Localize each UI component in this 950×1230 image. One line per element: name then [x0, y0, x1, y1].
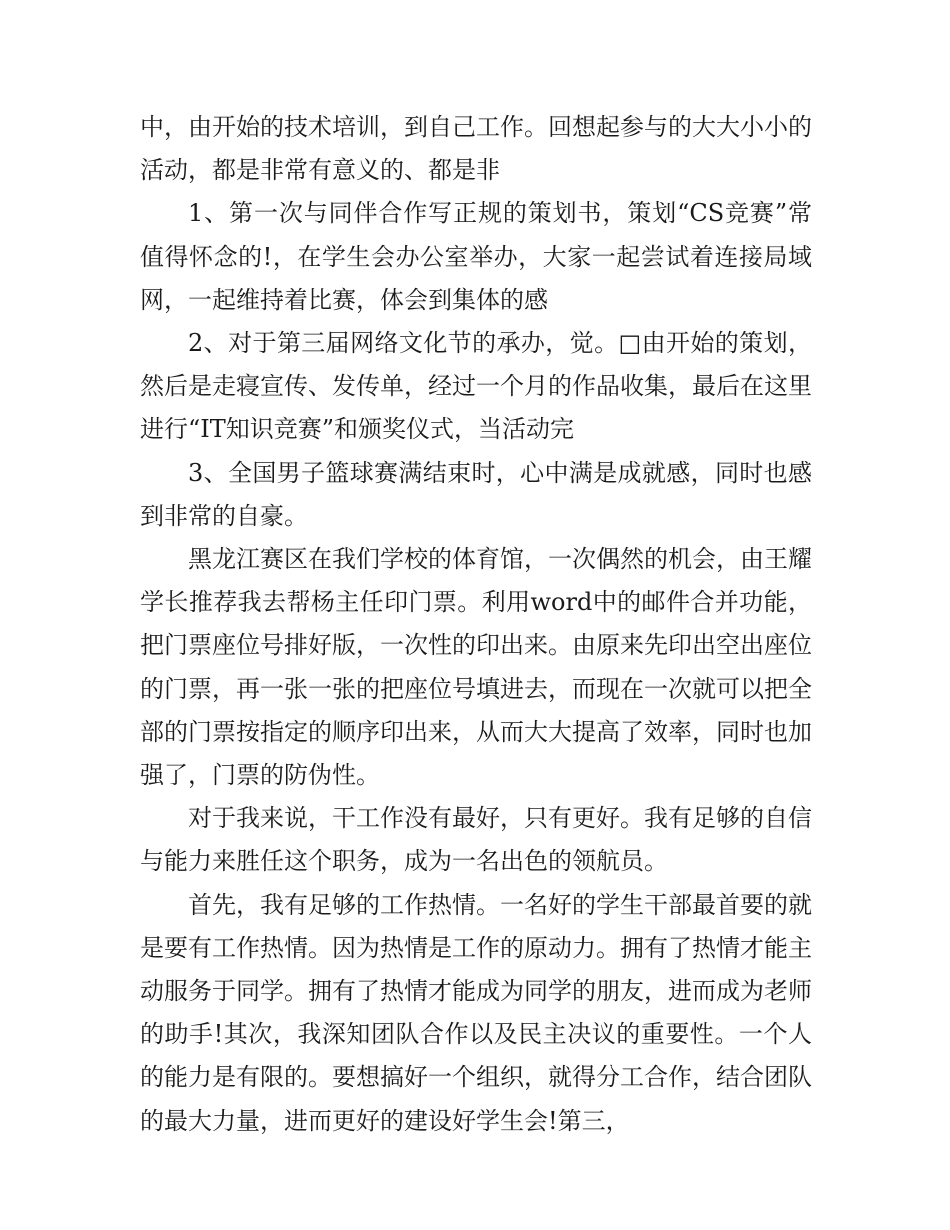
- paragraph-continuation: 中，由开始的技术培训，到自己工作。回想起参与的大大小小的活动，都是非常有意义的、都是非: [140, 113, 812, 185]
- paragraph-ticket-printing: 黑龙江赛区在我们学校的体育馆，一次偶然的机会，由王耀学长推荐我去帮杨主任印门票。利用word中的邮件合并功能，把门票座位号排好版，一次性的印出来。由原来先印出空出座位的门票，再一张一张的把座位号填进去，而现在一次就可以把全部的门票按指定的顺序印出来，从而大大提高了效率，同时也加强了，门票的防伪性。: [140, 545, 812, 790]
- document-body: [140, 106, 812, 1143]
- paragraph-item-3: 3、全国男子篮球赛满结束时，心中满是成就感，同时也感到非常的自豪。: [140, 458, 812, 530]
- paragraph-self-confidence: 对于我来说，干工作没有最好，只有更好。我有足够的自信与能力来胜任这个职务，成为一名出色的领航员。: [140, 804, 812, 876]
- paragraph-work-enthusiasm: 首先，我有足够的工作热情。一名好的学生干部最首要的就是要有工作热情。因为热情是工作的原动力。拥有了热情才能主动服务于同学。拥有了热情才能成为同学的朋友，进而成为老师的助手!其次，我深知团队合作以及民主决议的重要性。一个人的能力是有限的。要想搞好一个组织，就得分工合作，结合团队的最大力量，进而更好的建设好学生会!第三，: [140, 890, 812, 1135]
- paragraph-item-1: 1、第一次与同伴合作写正规的策划书，策划“CS竞赛”常值得怀念的!，在学生会办公室举办，大家一起尝试着连接局域网，一起维持着比赛，体会到集体的感: [140, 199, 812, 314]
- paragraph-item-2: 2、对于第三届网络文化节的承办，觉。□由开始的策划，然后是走寝宣传、发传单，经过一个月的作品收集，最后在这里进行“IT知识竞赛”和颁奖仪式，当活动完: [140, 329, 812, 444]
